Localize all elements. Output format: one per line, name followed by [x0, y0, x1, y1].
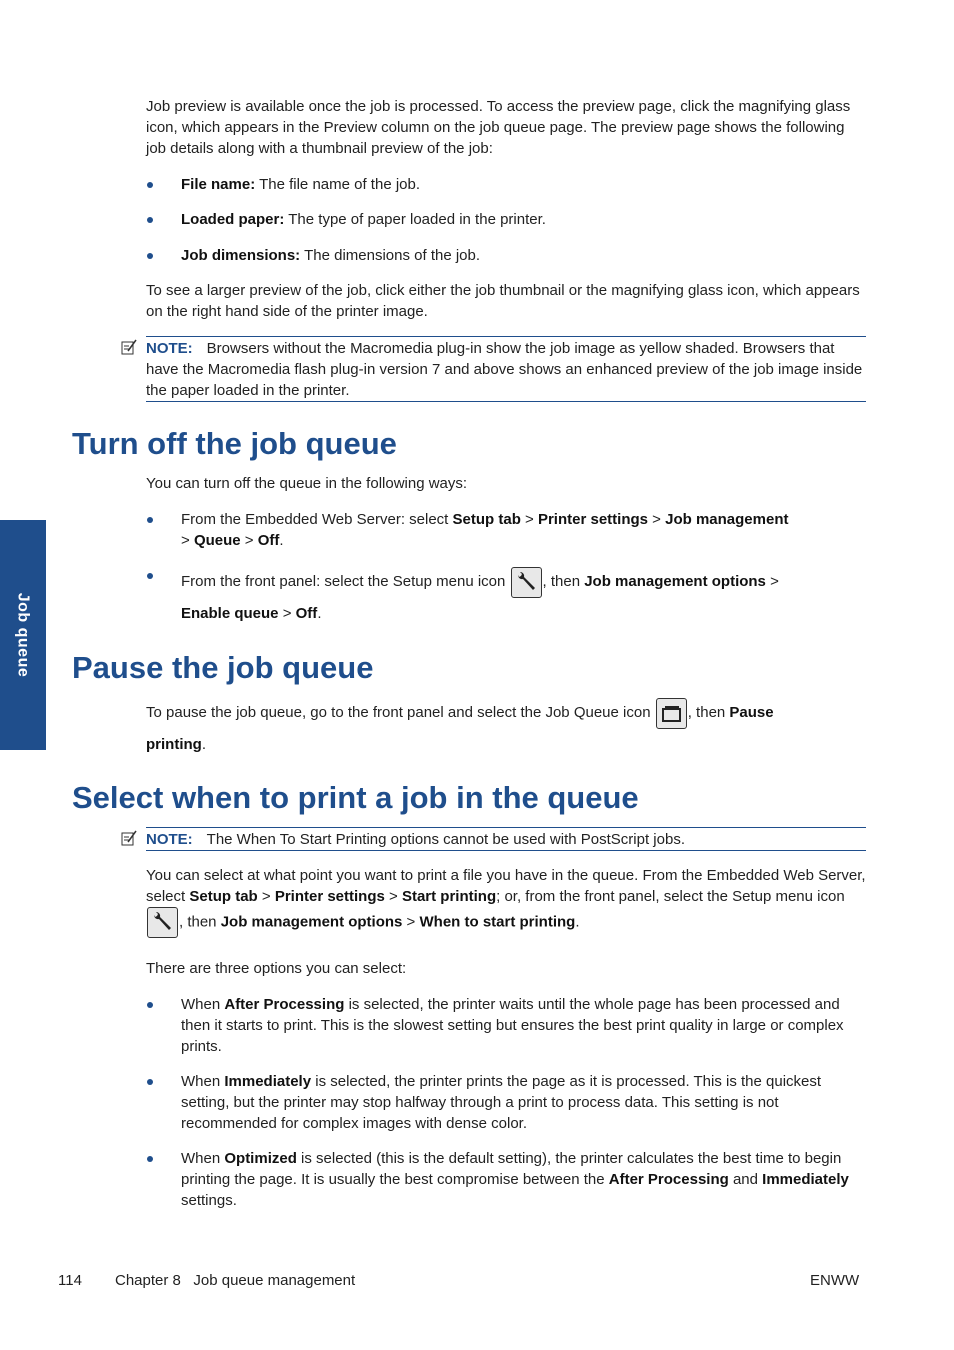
- wrench-icon: [147, 907, 178, 938]
- footer-chapter: Chapter 8 Job queue management: [115, 1272, 356, 1289]
- preview-paragraph: To see a larger preview of the job, click either the job thumbnail or the magnifying glass icon, which appears on the right hand side of the printer image.: [146, 282, 860, 320]
- section3-paragraph: You can select at what point you want to print a file you have in the queue. From the Embedded Web Server, select Setup tab > Printer settings > Start printing; or, from the front panel, select the Setup menu icon , then Job management options > When to start printing.: [146, 865, 866, 938]
- list-item: Job dimensions: The dimensions of the job.: [181, 247, 481, 264]
- footer-right: ENWW: [810, 1272, 860, 1289]
- section1-intro: You can turn off the queue in the following ways:: [146, 475, 468, 492]
- note-label: NOTE:: [146, 340, 193, 357]
- note-text: The When To Start Printing options cannot be used with PostScript jobs.: [206, 831, 685, 848]
- section2-paragraph: To pause the job queue, go to the front panel and select the Job Queue icon , then Pause printing.: [146, 697, 866, 760]
- list-item: When After Processing is selected, the printer waits until the whole page has been processed and then it starts to print. This is the slowest setting but ensures the best print quality in large or complex prints.: [181, 996, 844, 1055]
- side-tab-label: Job queue: [14, 592, 32, 678]
- page-number: 114: [58, 1272, 82, 1289]
- list-item: Loaded paper: The type of paper loaded in the printer.: [181, 211, 546, 228]
- bullet-icon: [147, 182, 153, 188]
- list-item: From the front panel: select the Setup menu icon , then Job management options > Enable queue > Off.: [181, 566, 867, 629]
- note-box: [146, 336, 866, 402]
- list-item: File name: The file name of the job.: [181, 176, 421, 193]
- chapter-side-tab: [0, 520, 46, 750]
- bullet-icon: [147, 1156, 153, 1162]
- job-queue-icon: [656, 698, 687, 729]
- bullet-icon: [147, 253, 153, 259]
- note-icon: [120, 338, 138, 362]
- wrench-icon: [511, 567, 542, 598]
- bullet-icon: [147, 1079, 153, 1085]
- note-box: [146, 827, 866, 851]
- bullet-icon: [147, 573, 153, 579]
- note-text: Browsers without the Macromedia plug-in show the job image as yellow shaded. Browsers that have the Macromedia flash plug-in version 7 and above shows an enhanced preview of the job image inside the paper loaded in the printer.: [146, 340, 863, 399]
- list-item: From the Embedded Web Server: select Setup tab > Printer settings > Job management > Queue > Off.: [181, 511, 789, 549]
- list-item: When Immediately is selected, the printer prints the page as it is processed. This is the quickest setting, but the printer may stop halfway through a print to process data. This setting is not recommended for complex images with dense color.: [181, 1073, 822, 1132]
- heading-turn-off-queue: Turn off the job queue: [72, 426, 397, 461]
- heading-select-when-to-print: Select when to print a job in the queue: [72, 780, 639, 815]
- bullet-icon: [147, 217, 153, 223]
- list-item: When Optimized is selected (this is the default setting), the printer calculates the best time to begin printing the page. It is usually the best compromise between the After Processing and Immediately settings.: [181, 1150, 849, 1209]
- note-label: NOTE:: [146, 831, 193, 848]
- options-intro: There are three options you can select:: [146, 960, 407, 977]
- note-icon: [120, 829, 138, 853]
- bullet-icon: [147, 1002, 153, 1008]
- intro-paragraph: Job preview is available once the job is processed. To access the preview page, click the magnifying glass icon, which appears in the Preview column on the job queue page. The preview page shows the following job details along with a thumbnail preview of the job:: [146, 98, 851, 157]
- heading-pause-queue: Pause the job queue: [72, 650, 374, 685]
- bullet-icon: [147, 517, 153, 523]
